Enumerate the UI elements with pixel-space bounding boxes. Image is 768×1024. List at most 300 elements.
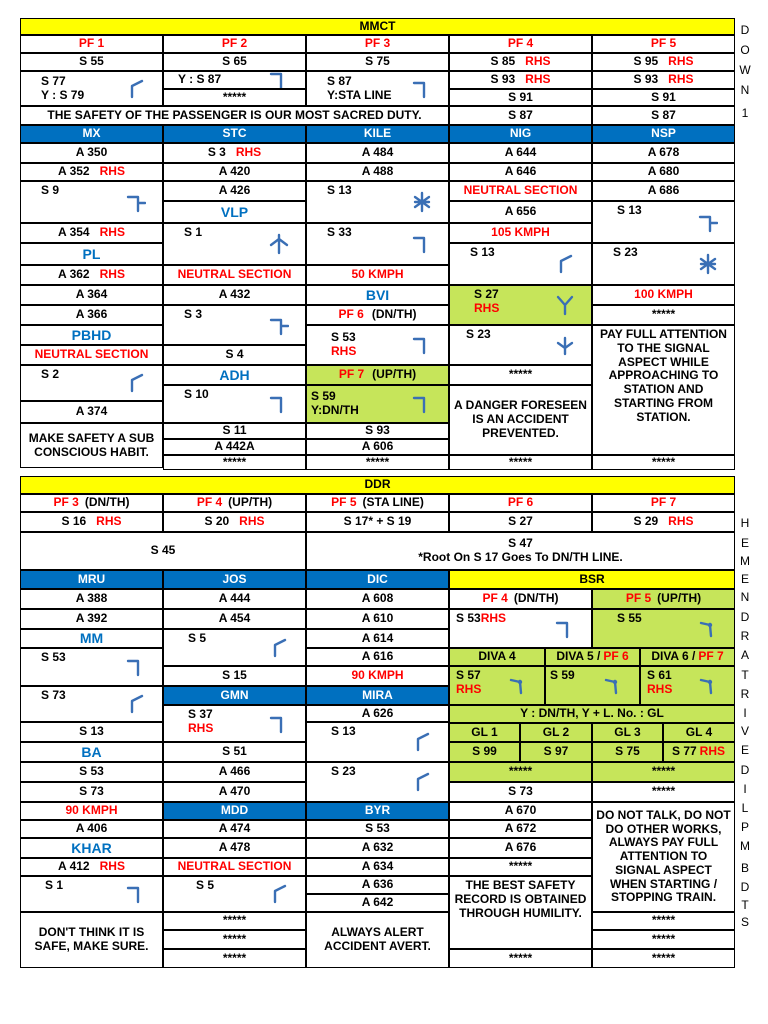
cell-text: A 444: [218, 591, 251, 606]
cell-text: S 93: [365, 423, 390, 438]
signal-dot-icon: [698, 675, 718, 697]
cell-text: *****: [222, 913, 247, 928]
cell-text: S 5: [196, 878, 215, 892]
cell-text: A 442A: [214, 439, 255, 454]
cell-text: *****: [651, 931, 676, 946]
cell-text: GL 1: [471, 724, 498, 739]
cell-13: [592, 89, 735, 106]
cell-text: A 466: [218, 764, 251, 779]
cell-text: S 73: [79, 784, 104, 799]
cell-text: S 5: [188, 631, 207, 645]
cell-text: RHS: [188, 720, 214, 735]
cell-text: S 73: [41, 688, 66, 702]
signal-stepR-icon: [412, 233, 432, 255]
signal-arrowR-icon: [126, 191, 146, 213]
cell-text: S 23: [466, 327, 491, 341]
cell-text: S 53: [365, 821, 390, 836]
cell-text: A 626: [361, 705, 394, 720]
cell-107: [163, 609, 306, 629]
cell-text: A 614: [361, 630, 394, 645]
cell-79: [449, 494, 592, 512]
cell-text: A 616: [361, 649, 394, 664]
platform-3: [306, 35, 449, 53]
cell-text: S 23: [613, 245, 638, 259]
cell-text: S 87: [508, 107, 533, 122]
cell-text: RHS: [99, 267, 125, 282]
side-letter: T: [741, 668, 749, 682]
cell-14: [449, 106, 592, 125]
cell-157: [663, 742, 735, 762]
cell-text: A 354: [58, 225, 90, 240]
signal-upL-icon: [126, 372, 146, 394]
cell-29: [163, 143, 306, 163]
cell-text: (DN/TH): [84, 495, 130, 510]
cell-50: [306, 325, 449, 365]
cell-104: [20, 876, 163, 912]
cell-text: RHS: [668, 514, 694, 529]
cell-text: RHS: [331, 344, 357, 358]
cell-text: S 53: [79, 764, 104, 779]
cell-text: BA: [81, 743, 102, 760]
cell-text: S 2: [41, 367, 60, 381]
cell-18: [20, 181, 163, 223]
cell-text: 100 KMPH: [634, 287, 693, 302]
cell-text: RHS: [699, 744, 726, 759]
cell-text: MX: [82, 126, 101, 141]
cell-text: *****: [222, 950, 247, 965]
cell-5: [592, 53, 735, 71]
cell-text: RHS: [525, 54, 551, 69]
cell-text: PBHD: [71, 326, 112, 343]
signal-upL-icon: [412, 771, 432, 793]
cell-text: GMN: [220, 687, 249, 702]
cell-126: [306, 648, 449, 666]
cell-text: PF 4: [196, 495, 223, 510]
cell-text: Y : DN/TH, Y + L. No. : GL: [520, 706, 664, 721]
cell-text: PF 5: [650, 36, 677, 51]
cell-text: THE SAFETY OF THE PASSENGER IS OUR MOST SACRED DUTY.: [47, 107, 422, 122]
cell-text: Y : S 87: [178, 72, 222, 87]
cell-110: [163, 686, 306, 705]
cell-text: A 366: [75, 307, 108, 322]
cell-text: A 484: [361, 145, 394, 160]
cell-text: A 412: [58, 859, 90, 874]
side-letter: D: [740, 610, 750, 624]
cell-text: S 9: [41, 183, 60, 197]
cell-84: [449, 512, 592, 532]
cell-text: A 406: [75, 821, 108, 836]
cell-text: A 646: [504, 164, 537, 179]
cell-124: [306, 609, 449, 629]
cell-text: (UP/TH): [657, 591, 702, 606]
cell-text: DO NOT TALK, DO NOT DO OTHER WORKS, ALWAYS PAY FULL ATTENTION TO SIGNAL ASPECT WHEN STARTING / STOPPING TRAIN.: [596, 807, 731, 905]
root-note: [306, 532, 735, 570]
cell-80: [592, 494, 735, 512]
cell-text: PF 6: [338, 307, 364, 322]
cell-113: [163, 762, 306, 782]
cell-24: [20, 325, 163, 345]
cell-text: GL 3: [614, 724, 641, 739]
side-letter: I: [743, 782, 747, 796]
cell-139: [449, 589, 592, 609]
cell-text: NEUTRAL SECTION: [34, 347, 149, 362]
cell-text: *****: [651, 455, 676, 469]
signal-dot-icon: [508, 675, 528, 697]
cell-text: BYR: [364, 803, 391, 818]
cell-text: PF 5: [625, 591, 652, 606]
cell-105: [20, 912, 163, 968]
side-letter: H: [740, 516, 750, 530]
cell-147: [545, 666, 640, 705]
cell-37: [163, 345, 306, 365]
cell-text: A 642: [361, 895, 394, 910]
cell-text: S 13: [327, 183, 352, 197]
cell-159: [592, 762, 735, 782]
cell-75: [592, 455, 735, 470]
cell-text: S 77: [671, 744, 697, 759]
cell-text: A 632: [361, 840, 394, 855]
cell-text: S 10: [184, 387, 209, 401]
side-letter: A: [740, 648, 749, 662]
side-letter: V: [740, 724, 749, 738]
cell-48: [306, 285, 449, 305]
cell-82: [163, 512, 306, 532]
cell-text: MMCT: [359, 18, 396, 33]
cell-text: STC: [222, 126, 247, 141]
side-letter: R: [740, 629, 750, 643]
cell-92: [20, 609, 163, 629]
cell-85: [592, 512, 735, 532]
cell-141: [449, 609, 592, 648]
cell-131: [306, 762, 449, 802]
cell-text: S 15: [222, 668, 247, 683]
cell-166: [449, 876, 592, 949]
cell-61: [449, 243, 592, 285]
cell-text: A 670: [504, 803, 537, 818]
cell-text: *****: [651, 784, 676, 799]
cell-text: S 85: [490, 54, 516, 69]
signal-stepR-icon: [126, 656, 146, 678]
cell-102: [20, 838, 163, 858]
cell-155: [520, 742, 592, 762]
cell-text: S 61: [647, 668, 672, 682]
cell-122: [163, 949, 306, 968]
cell-165: [449, 858, 592, 876]
cell-57: [449, 163, 592, 181]
cell-text: A 474: [218, 821, 251, 836]
cell-text: S 1: [45, 878, 64, 892]
side-letter: B: [740, 861, 749, 875]
cell-115: [163, 802, 306, 820]
cell-46: [306, 223, 449, 265]
signal-dot-icon: [698, 618, 718, 640]
cell-text: S 93: [490, 72, 516, 87]
cell-text: *****: [222, 89, 247, 104]
station-header-2: [306, 125, 449, 143]
cell-text: S 16: [61, 514, 87, 529]
cell-text: S 3: [207, 145, 226, 160]
cell-41: [163, 439, 306, 455]
side-letter: T: [741, 898, 749, 912]
cell-text: A 606: [361, 439, 394, 454]
cell-60: [449, 223, 592, 243]
cell-20: [20, 243, 163, 265]
cell-121: [163, 930, 306, 949]
cell-text: S 59: [311, 389, 336, 404]
cell-146: [449, 666, 545, 705]
cell-11: [449, 89, 592, 106]
signal-arrowR-icon: [698, 211, 718, 233]
cell-47: [306, 265, 449, 285]
cell-74: [592, 325, 735, 455]
cell-text: RHS: [480, 611, 507, 625]
cell-text: A 362: [58, 267, 90, 282]
cell-text: S 13: [79, 724, 104, 739]
cell-text: ALWAYS ALERT ACCIDENT AVERT.: [324, 925, 431, 953]
cell-text: PF 3: [53, 495, 79, 510]
cell-text: PF 2: [221, 36, 248, 51]
cell-text: BSR: [579, 571, 605, 586]
cell-89: [306, 570, 449, 589]
cell-53: [306, 423, 449, 439]
cell-text: GL 2: [542, 724, 570, 739]
cell-30: [163, 163, 306, 181]
side-letter: S: [740, 915, 749, 929]
cell-text: A 610: [361, 611, 394, 626]
cell-152: [592, 723, 663, 742]
cell-text: RHS: [99, 859, 125, 874]
cell-text: A 352: [58, 164, 90, 179]
header-mmct: [20, 18, 735, 35]
cell-87: [20, 570, 163, 589]
cell-65: [449, 385, 592, 455]
cell-text: S 97: [543, 744, 569, 759]
cell-text: S 3: [184, 307, 203, 321]
cell-text: A 672: [504, 821, 537, 836]
cell-2: [163, 53, 306, 71]
signal-upL-icon: [555, 253, 575, 275]
cell-19: [20, 223, 163, 243]
cell-text: *Root On S 17 Goes To DN/TH LINE.: [418, 550, 623, 564]
cell-12: [592, 71, 735, 89]
cell-91: [20, 589, 163, 609]
cell-text: S 29: [633, 514, 659, 529]
cell-text: A 454: [218, 611, 251, 626]
cell-149: [449, 705, 735, 723]
cell-text: PF 3: [364, 36, 391, 51]
cell-158: [449, 762, 592, 782]
cell-text: A 470: [218, 784, 251, 799]
cell-text: A 488: [361, 164, 394, 179]
platform-1: [20, 35, 163, 53]
cell-66: [449, 455, 592, 470]
signal-stepR-icon: [412, 393, 432, 415]
cell-130: [306, 722, 449, 762]
cell-55: [306, 455, 449, 470]
cell-86: [20, 532, 306, 570]
signal-fork-icon: [269, 233, 289, 255]
cell-78: [306, 494, 449, 512]
cell-160: [449, 782, 592, 802]
cell-text: S 33: [327, 225, 352, 239]
cell-text: S 11: [222, 423, 247, 438]
cell-95: [20, 686, 163, 722]
cell-59: [449, 201, 592, 223]
cell-text: (UP/TH): [372, 367, 417, 382]
cell-72: [592, 285, 735, 305]
cell-3: [306, 53, 449, 71]
cell-text: A 432: [218, 287, 251, 302]
side-letter: N: [740, 83, 750, 97]
signal-ufork-icon: [555, 334, 575, 356]
station-header-0: [20, 125, 163, 143]
cell-40: [163, 423, 306, 439]
cell-text: A DANGER FORESEEN IS AN ACCIDENT PREVENTED.: [454, 398, 587, 440]
station-header-3: [449, 125, 592, 143]
cell-text: A 644: [504, 145, 537, 160]
signal-dot-icon: [603, 675, 623, 697]
cell-text: *****: [222, 931, 247, 946]
cell-144: [545, 648, 640, 666]
cell-23: [20, 305, 163, 325]
cell-text: 90 KMPH: [351, 668, 404, 683]
cell-28: [20, 423, 163, 468]
cell-text: RHS: [99, 164, 125, 179]
cell-9: [306, 71, 449, 106]
station-header-4: [592, 125, 735, 143]
cell-114: [163, 782, 306, 802]
cell-text: MIRA: [362, 687, 393, 702]
cell-62: [449, 285, 592, 325]
cell-text: VLP: [220, 203, 249, 220]
cell-text: A 420: [218, 164, 251, 179]
cell-108: [163, 629, 306, 666]
cell-text: S 47: [508, 536, 533, 551]
cell-169: [592, 912, 735, 930]
signal-stepR-icon: [269, 393, 289, 415]
cell-88: [163, 570, 306, 589]
cell-text: RHS: [456, 681, 482, 696]
cell-text: RHS: [668, 54, 694, 69]
cell-text: DIVA 5 /: [556, 649, 601, 664]
cell-text: S 55: [79, 54, 104, 69]
cell-text: S 87: [651, 107, 676, 122]
cell-109: [163, 666, 306, 686]
side-letter: P: [740, 820, 749, 834]
cell-4: [449, 53, 592, 71]
cell-text: A 478: [218, 840, 251, 855]
cell-7: [163, 71, 306, 89]
cell-39: [163, 385, 306, 423]
cell-text: PF 5: [331, 495, 357, 510]
side-letter: E: [740, 743, 749, 757]
cell-69: [592, 181, 735, 201]
cell-text: S 75: [615, 744, 640, 759]
cell-text: *****: [651, 307, 676, 322]
cell-text: A 656: [504, 204, 537, 219]
cell-128: [306, 686, 449, 705]
side-letter: 1: [741, 106, 749, 120]
cell-text: S 75: [365, 54, 390, 69]
cell-8: [163, 89, 306, 106]
cell-text: MM: [79, 630, 104, 647]
cell-text: PF 4: [482, 591, 508, 606]
cell-156: [592, 742, 663, 762]
cell-text: A 388: [75, 591, 108, 606]
cell-123: [306, 589, 449, 609]
cell-151: [520, 723, 592, 742]
cell-111: [163, 705, 306, 742]
side-letter: M: [740, 839, 750, 853]
cell-26: [20, 365, 163, 401]
cell-93: [20, 629, 163, 648]
cell-133: [306, 820, 449, 838]
cell-text: (STA LINE): [362, 495, 424, 510]
cell-31: [163, 181, 306, 201]
cell-167: [449, 949, 592, 968]
cell-text: S 53: [456, 611, 481, 625]
cell-38: [163, 365, 306, 385]
cell-text: KILE: [363, 126, 392, 141]
cell-129: [306, 705, 449, 722]
cell-34: [163, 265, 306, 285]
station-header-1: [163, 125, 306, 143]
cell-text: A 678: [647, 145, 680, 160]
cell-137: [306, 894, 449, 912]
cell-text: *****: [508, 950, 533, 965]
signal-upL-icon: [269, 637, 289, 659]
cell-text: PF 1: [78, 36, 105, 51]
cell-68: [592, 163, 735, 181]
cell-text: S 65: [222, 54, 247, 69]
cell-81: [20, 512, 163, 532]
cell-text: *****: [508, 764, 533, 779]
cell-text: MAKE SAFETY A SUB CONSCIOUS HABIT.: [28, 430, 155, 459]
cell-134: [306, 838, 449, 858]
signal-yfork-icon: [555, 294, 575, 316]
cell-171: [592, 949, 735, 968]
cell-text: *****: [651, 950, 676, 965]
cell-98: [20, 762, 163, 782]
cell-text: S 73: [508, 784, 533, 799]
cell-text: THE BEST SAFETY RECORD IS OBTAINED THROUGH HUMILITY.: [454, 878, 587, 920]
cell-58: [449, 181, 592, 201]
cell-text: ADH: [219, 366, 250, 383]
cell-text: S 1: [184, 225, 203, 239]
cell-127: [306, 666, 449, 686]
cell-text: A 680: [647, 164, 680, 179]
cell-text: NIG: [509, 126, 532, 141]
cell-112: [163, 742, 306, 762]
cell-text: KHAR: [71, 839, 112, 856]
cell-text: DIC: [367, 571, 388, 586]
cell-text: Y : S 79: [41, 87, 85, 102]
cell-text: S 51: [222, 744, 247, 759]
cell-text: S 13: [470, 245, 495, 259]
cell-text: (DN/TH): [371, 307, 417, 322]
cell-142: [592, 609, 735, 648]
cell-text: (DN/TH): [513, 591, 559, 606]
cell-153: [663, 723, 735, 742]
cell-100: [20, 802, 163, 820]
cell-text: (UP/TH): [228, 495, 273, 510]
signal-upL-icon: [412, 731, 432, 753]
signal-stepR-icon: [412, 78, 432, 100]
cell-text: A 374: [75, 404, 108, 419]
cell-text: PF 7: [650, 495, 677, 510]
cell-text: Y:DN/TH: [311, 403, 359, 417]
cell-text: S 4: [225, 347, 244, 362]
